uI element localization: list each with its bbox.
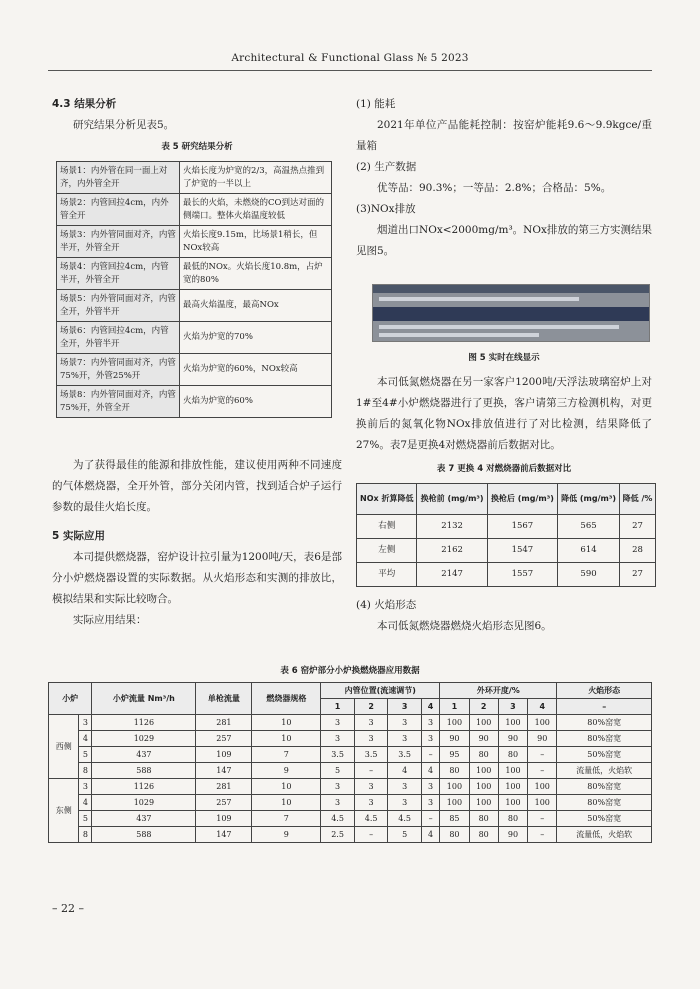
table6-cell: 7 bbox=[252, 747, 321, 763]
table6-cell: 80 bbox=[440, 827, 469, 843]
table7-cell: 右侧 bbox=[357, 515, 417, 539]
table7-row bbox=[357, 563, 656, 587]
table6-cell: 95 bbox=[440, 747, 469, 763]
table6-cell: 4 bbox=[421, 827, 439, 843]
table6-cell: 3 bbox=[79, 715, 92, 731]
table6-cell: 588 bbox=[92, 763, 196, 779]
paragraph-best-performance: 为了获得最佳的能源和排放性能，建议使用两种不同速度的气体燃烧器，全开外管，部分关闭内管，找到适合炉子运行参数的最佳火焰长度。 bbox=[52, 459, 342, 513]
table6-cell: 3 bbox=[79, 779, 92, 795]
table6-cell: 80 bbox=[469, 827, 498, 843]
table6-cell: 80%窑宽 bbox=[557, 795, 652, 811]
table6-cell: 281 bbox=[196, 779, 252, 795]
table5-row bbox=[57, 258, 332, 290]
table6-cell: 80%窑宽 bbox=[557, 715, 652, 731]
table6-cell: 4.5 bbox=[321, 811, 355, 827]
table6-cell: 3 bbox=[388, 715, 422, 731]
table7-header: 换枪后 (mg/m³) bbox=[487, 484, 557, 515]
table6-cell: 50%窑宽 bbox=[557, 811, 652, 827]
table6-cell: 3 bbox=[354, 795, 388, 811]
table6-side: 西侧 bbox=[49, 715, 79, 779]
table5-result: 最长的火焰，未燃烧的CO到达对面的侧端口。整体火焰温度较低 bbox=[180, 194, 332, 226]
table6-cell: 5 bbox=[79, 811, 92, 827]
table5-scene: 场景6：内管回拉4cm，内管全开，外管半开 bbox=[57, 322, 180, 354]
table5-scene: 场景4：内管回拉4cm，内管半开，外管全开 bbox=[57, 258, 180, 290]
table7-cell: 1557 bbox=[487, 563, 557, 587]
table7-header: 降低 (mg/m³) bbox=[558, 484, 620, 515]
table6-subheader: 4 bbox=[528, 699, 557, 715]
table6-cell: 3 bbox=[321, 715, 355, 731]
table6-cell: 80 bbox=[469, 747, 498, 763]
section-4-3-intro: 研究结果分析见表5。 bbox=[73, 119, 175, 131]
table6-cell: 3 bbox=[421, 795, 439, 811]
table6-row bbox=[49, 747, 652, 763]
table6-cell: 437 bbox=[92, 811, 196, 827]
table6-cell: 1126 bbox=[92, 779, 196, 795]
item-production-text: 优等品：90.3%；一等品：2.8%；合格品：5%。 bbox=[377, 182, 612, 194]
table6-cell: – bbox=[528, 747, 557, 763]
table5-result: 火焰为炉宽的60% bbox=[180, 386, 332, 418]
table6-cell: 100 bbox=[440, 795, 469, 811]
table5-row bbox=[57, 322, 332, 354]
table6-cell: 3 bbox=[388, 731, 422, 747]
table5-result: 火焰为炉宽的60%，NOx较高 bbox=[180, 354, 332, 386]
table6-cell: 147 bbox=[196, 763, 252, 779]
table6-cell: 1029 bbox=[92, 795, 196, 811]
table6-cell: 3 bbox=[321, 779, 355, 795]
table6-cell: 90 bbox=[528, 731, 557, 747]
table6-cell: 9 bbox=[252, 827, 321, 843]
th-flame: 火焰形态 bbox=[557, 683, 652, 699]
table6-cell: 147 bbox=[196, 827, 252, 843]
table6-cell: 9 bbox=[252, 763, 321, 779]
table6-cell: 流量低，火焰软 bbox=[557, 763, 652, 779]
table6-row bbox=[49, 779, 652, 795]
table7-cell: 27 bbox=[620, 563, 656, 587]
item-flame-text: 本司低氮燃烧器燃烧火焰形态见图6。 bbox=[377, 620, 552, 632]
journal-header: Architectural & Functional Glass № 5 2023 bbox=[231, 52, 469, 64]
table6-subheader: 4 bbox=[421, 699, 439, 715]
table6-cell: 80 bbox=[469, 811, 498, 827]
table6-caption: 表 6 窑炉部分小炉换燃烧器应用数据 bbox=[280, 666, 420, 676]
table6-cell: 4 bbox=[79, 795, 92, 811]
table6-cell: 100 bbox=[498, 779, 527, 795]
table5-result: 火焰长度为炉宽的2/3，高温热点推到了炉宽的一半以上 bbox=[180, 162, 332, 194]
table6-cell: 4 bbox=[388, 763, 422, 779]
th-flow: 小炉流量 Nm³/h bbox=[92, 683, 196, 715]
table7-cell: 565 bbox=[558, 515, 620, 539]
table6-cell: 10 bbox=[252, 779, 321, 795]
table5-result: 最低的NOx。火焰长度10.8m，占炉宽的80% bbox=[180, 258, 332, 290]
table6-cell: 4.5 bbox=[388, 811, 422, 827]
table7-row bbox=[357, 539, 656, 563]
table6-cell: – bbox=[354, 763, 388, 779]
table6-cell: 90 bbox=[498, 731, 527, 747]
table5-scene: 场景1：内外管在同一面上对齐，内外管全开 bbox=[57, 162, 180, 194]
table6-cell: 3 bbox=[421, 731, 439, 747]
table6-cell: 90 bbox=[440, 731, 469, 747]
section-4-3-title: 4.3 结果分析 bbox=[52, 98, 117, 110]
right-column-mid bbox=[356, 348, 652, 637]
table6-cell: 3.5 bbox=[388, 747, 422, 763]
table6-cell: 100 bbox=[528, 795, 557, 811]
table6-cell: 4 bbox=[421, 763, 439, 779]
table6-row bbox=[49, 731, 652, 747]
paragraph-result-label: 实际应用结果： bbox=[73, 614, 147, 626]
right-column bbox=[356, 94, 652, 262]
table6-cell: 5 bbox=[321, 763, 355, 779]
table7-cell: 1547 bbox=[487, 539, 557, 563]
table6-cell: 109 bbox=[196, 747, 252, 763]
item-nox: (3)NOx排放 bbox=[356, 203, 416, 215]
th-outer: 外环开度/% bbox=[440, 683, 557, 699]
left-column bbox=[52, 94, 342, 418]
left-column-lower bbox=[52, 455, 342, 631]
table5-row bbox=[57, 194, 332, 226]
table6-cell: 3 bbox=[321, 795, 355, 811]
table5-result: 火焰为炉宽的70% bbox=[180, 322, 332, 354]
table6-cell: 100 bbox=[469, 763, 498, 779]
table6-row bbox=[49, 715, 652, 731]
table6-cell: 100 bbox=[498, 795, 527, 811]
table6-cell: 50%窑宽 bbox=[557, 747, 652, 763]
table6-subheader: 1 bbox=[321, 699, 355, 715]
section-5-title: 5 实际应用 bbox=[52, 530, 105, 542]
table6-cell: 257 bbox=[196, 795, 252, 811]
table6-cell: 80%窑宽 bbox=[557, 779, 652, 795]
table6-cell: 流量低，火焰软 bbox=[557, 827, 652, 843]
table6-cell: 3 bbox=[321, 731, 355, 747]
table6-row bbox=[49, 795, 652, 811]
table6-cell: 100 bbox=[469, 779, 498, 795]
table6-row bbox=[49, 827, 652, 843]
table6-cell: 7 bbox=[252, 811, 321, 827]
table6-cell: 588 bbox=[92, 827, 196, 843]
table6-cell: 90 bbox=[498, 827, 527, 843]
table7-header: NOx 折算降低 bbox=[357, 484, 417, 515]
table6-row bbox=[49, 763, 652, 779]
th-gun-flow: 单枪流量 bbox=[196, 683, 252, 715]
table6-cell: 10 bbox=[252, 731, 321, 747]
table6-cell: 4.5 bbox=[354, 811, 388, 827]
table6-cell: 109 bbox=[196, 811, 252, 827]
table7-cell: 2147 bbox=[417, 563, 487, 587]
table6-subheader: 3 bbox=[388, 699, 422, 715]
table7-cell: 平均 bbox=[357, 563, 417, 587]
table7-cell: 2162 bbox=[417, 539, 487, 563]
table5-row bbox=[57, 162, 332, 194]
item-nox-text: 烟道出口NOx<2000mg/m³。NOx排放的第三方实测结果见图5。 bbox=[356, 224, 652, 257]
table6-cell: 8 bbox=[79, 827, 92, 843]
table6-cell: – bbox=[528, 763, 557, 779]
table5-scene: 场景8：内外管同面对齐，内管75%开，外管全开 bbox=[57, 386, 180, 418]
table7-cell: 614 bbox=[558, 539, 620, 563]
paragraph-replacement: 本司低氮燃烧器在另一家客户1200吨/天浮法玻璃窑炉上对1#至4#小炉燃烧器进行了更换，客户请第三方检测机构，对更换前后的氮氧化物NOx排放值进行了对比检测，结果降低了27%。表7是更换4对燃烧器前后数据对比。 bbox=[356, 376, 652, 451]
table6-cell: 100 bbox=[469, 715, 498, 731]
table6-cell: 257 bbox=[196, 731, 252, 747]
header-rule bbox=[48, 70, 652, 71]
table6-cell: 80 bbox=[440, 763, 469, 779]
table6-cell: 3 bbox=[354, 715, 388, 731]
item-flame: (4) 火焰形态 bbox=[356, 599, 417, 611]
table6-cell: 100 bbox=[528, 779, 557, 795]
table6-cell: 3 bbox=[421, 779, 439, 795]
table7-cell: 28 bbox=[620, 539, 656, 563]
table6-cell: 281 bbox=[196, 715, 252, 731]
table6-cell: 3 bbox=[388, 795, 422, 811]
table6-cell: – bbox=[528, 827, 557, 843]
table6-cell: 100 bbox=[528, 715, 557, 731]
th-inner: 内管位置(流速调节) bbox=[321, 683, 440, 699]
table6-cell: 100 bbox=[469, 795, 498, 811]
table7-header: 换枪前 (mg/m³) bbox=[417, 484, 487, 515]
table7-header: 降低 /% bbox=[620, 484, 656, 515]
table6-cell: 100 bbox=[498, 763, 527, 779]
table6-cell: 8 bbox=[79, 763, 92, 779]
figure5-realtime-display bbox=[372, 284, 650, 342]
table5-scene: 场景3：内外管同面对齐，内管半开，外管全开 bbox=[57, 226, 180, 258]
table6-cell: 2.5 bbox=[321, 827, 355, 843]
table5 bbox=[56, 161, 332, 418]
table7 bbox=[356, 483, 656, 587]
table6 bbox=[48, 682, 652, 843]
table6-cell: 3 bbox=[354, 779, 388, 795]
figure5-caption: 图 5 实时在线显示 bbox=[468, 353, 540, 363]
table5-row bbox=[57, 354, 332, 386]
paragraph-application: 本司提供燃烧器，窑炉设计拉引量为1200吨/天，表6是部分小炉燃烧器设置的实际数据。从火焰形态和实测的排放比，模拟结果和实际比较吻合。 bbox=[52, 551, 342, 605]
table6-cell: 100 bbox=[440, 779, 469, 795]
table6-cell: 1029 bbox=[92, 731, 196, 747]
table6-cell: 3 bbox=[388, 779, 422, 795]
th-spec: 燃烧器规格 bbox=[252, 683, 321, 715]
table6-cell: 80 bbox=[498, 747, 527, 763]
table6-cell: – bbox=[421, 811, 439, 827]
table6-cell: 80 bbox=[498, 811, 527, 827]
page-number: – 22 – bbox=[52, 902, 84, 915]
table7-caption: 表 7 更换 4 对燃烧器前后数据对比 bbox=[436, 464, 572, 474]
table5-row bbox=[57, 226, 332, 258]
table5-row bbox=[57, 290, 332, 322]
table6-cell: 10 bbox=[252, 715, 321, 731]
table6-cell: 80%窑宽 bbox=[557, 731, 652, 747]
table7-cell: 27 bbox=[620, 515, 656, 539]
table7-row bbox=[357, 515, 656, 539]
table6-row bbox=[49, 811, 652, 827]
table5-scene: 场景7：内外管同面对齐，内管75%开，外管25%开 bbox=[57, 354, 180, 386]
table6-side: 东侧 bbox=[49, 779, 79, 843]
table5-scene: 场景5：内外管同面对齐，内管全开，外管半开 bbox=[57, 290, 180, 322]
table6-subheader: 2 bbox=[469, 699, 498, 715]
table6-subheader-flame: – bbox=[557, 699, 652, 715]
table6-cell: 5 bbox=[79, 747, 92, 763]
table6-cell: – bbox=[354, 827, 388, 843]
table5-result: 火焰长度9.15m，比场景1稍长，但NOx较高 bbox=[180, 226, 332, 258]
table6-subheader: 2 bbox=[354, 699, 388, 715]
table6-subheader: 3 bbox=[498, 699, 527, 715]
table6-cell: 1126 bbox=[92, 715, 196, 731]
table7-cell: 2132 bbox=[417, 515, 487, 539]
table5-caption: 表 5 研究结果分析 bbox=[161, 142, 233, 152]
table6-cell: – bbox=[421, 747, 439, 763]
table6-cell: 3.5 bbox=[321, 747, 355, 763]
table5-row bbox=[57, 386, 332, 418]
table7-cell: 左侧 bbox=[357, 539, 417, 563]
table6-cell: 4 bbox=[79, 731, 92, 747]
table6-cell: 100 bbox=[498, 715, 527, 731]
table5-scene: 场景2：内管回拉4cm，内外管全开 bbox=[57, 194, 180, 226]
th-furnace: 小炉 bbox=[49, 683, 92, 715]
table6-cell: 5 bbox=[388, 827, 422, 843]
table6-cell: 437 bbox=[92, 747, 196, 763]
table6-cell: – bbox=[528, 811, 557, 827]
table7-cell: 590 bbox=[558, 563, 620, 587]
table6-cell: 85 bbox=[440, 811, 469, 827]
item-production: (2) 生产数据 bbox=[356, 161, 417, 173]
table6-cell: 100 bbox=[440, 715, 469, 731]
item-energy: (1) 能耗 bbox=[356, 98, 396, 110]
table6-cell: 3 bbox=[421, 715, 439, 731]
table5-result: 最高火焰温度，最高NOx bbox=[180, 290, 332, 322]
table6-cell: 3.5 bbox=[354, 747, 388, 763]
table6-cell: 10 bbox=[252, 795, 321, 811]
table7-cell: 1567 bbox=[487, 515, 557, 539]
item-energy-text: 2021年单位产品能耗控制：按窑炉能耗9.6～9.9kgce/重量箱 bbox=[356, 119, 652, 152]
table6-cell: 3 bbox=[354, 731, 388, 747]
table6-cell: 90 bbox=[469, 731, 498, 747]
table6-subheader: 1 bbox=[440, 699, 469, 715]
